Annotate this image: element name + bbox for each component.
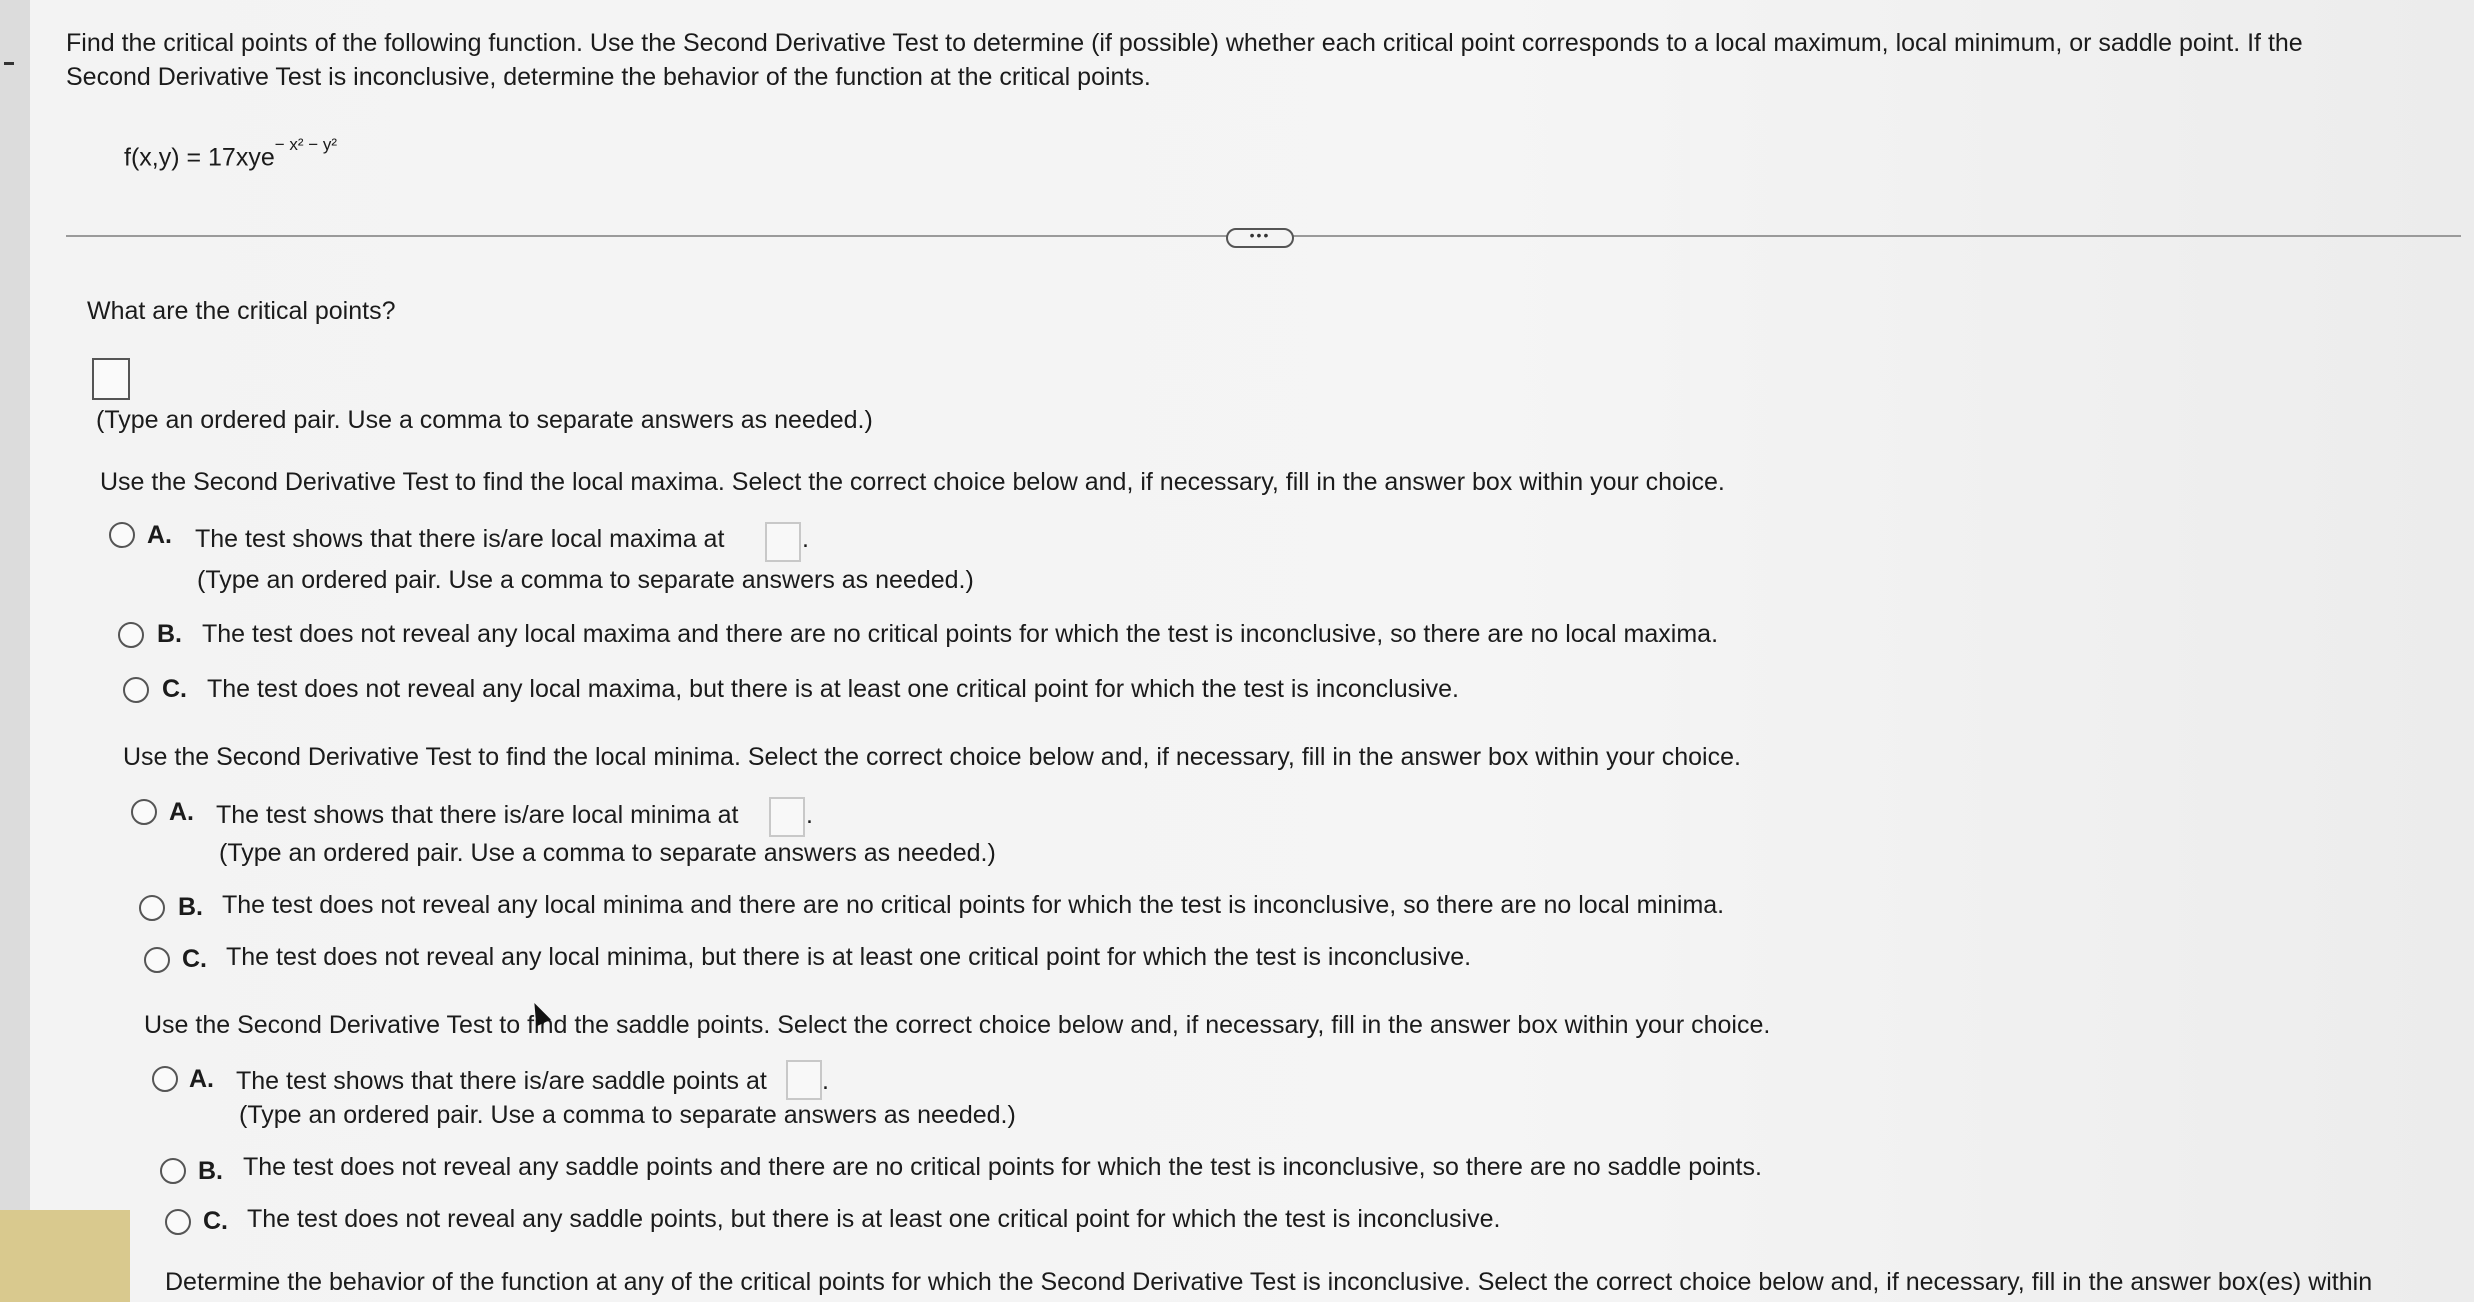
saddle-prompt: Use the Second Derivative Test to find the saddle points. Select the correct choice below and, if necessary, fill in the answer box within your choice. xyxy=(144,1011,1771,1039)
maxima-option-c-letter: C. xyxy=(162,675,187,703)
maxima-option-b-text: The test does not reveal any local maxima and there are no critical points for which the test is inconclusive, so there are no local maxima. xyxy=(202,620,1719,648)
maxima-option-a-radio[interactable] xyxy=(109,522,135,548)
minima-option-a-radio[interactable] xyxy=(131,799,157,825)
minima-option-b-radio[interactable] xyxy=(139,895,165,921)
saddle-option-c-letter: C. xyxy=(203,1207,228,1235)
minima-answer-box[interactable] xyxy=(769,797,805,837)
expand-more-button[interactable]: ••• xyxy=(1226,228,1294,248)
collapse-handle[interactable] xyxy=(4,62,14,65)
minima-option-c-letter: C. xyxy=(182,945,207,973)
instruction-line-2: Second Derivative Test is inconclusive, determine the behavior of the function at the critical points. xyxy=(66,63,1151,91)
saddle-option-a-text: The test shows that there is/are saddle points at xyxy=(236,1067,767,1095)
maxima-option-c-text: The test does not reveal any local maxima, but there is at least one critical point for which the test is inconclusive. xyxy=(207,675,1460,703)
saddle-option-c-text: The test does not reveal any saddle points, but there is at least one critical point for which the test is inconclusive. xyxy=(247,1205,1501,1233)
saddle-option-b-letter: B. xyxy=(198,1157,223,1185)
saddle-option-a-radio[interactable] xyxy=(152,1066,178,1092)
maxima-option-a-letter: A. xyxy=(147,521,172,549)
behavior-prompt: Determine the behavior of the function at any of the critical points for which the Second Derivative Test is inconclusive. Select the correct choice below and, if necessary, fill in the answer box(es) within xyxy=(165,1268,2373,1296)
saddle-option-a-letter: A. xyxy=(189,1065,214,1093)
function-expression xyxy=(124,136,337,172)
minima-option-c-radio[interactable] xyxy=(144,947,170,973)
minima-option-a-hint: (Type an ordered pair. Use a comma to separate answers as needed.) xyxy=(219,839,996,867)
saddle-option-b-text: The test does not reveal any saddle points and there are no critical points for which the test is inconclusive, so there are no saddle points. xyxy=(243,1153,1762,1181)
minima-a-period: . xyxy=(806,801,813,829)
critical-points-answer-box[interactable] xyxy=(92,358,130,400)
maxima-option-c-radio[interactable] xyxy=(123,677,149,703)
minima-option-a-letter: A. xyxy=(169,798,194,826)
left-bottom-panel xyxy=(0,1210,130,1302)
saddle-option-b-radio[interactable] xyxy=(160,1158,186,1184)
minima-option-a-text: The test shows that there is/are local minima at xyxy=(216,801,739,829)
minima-option-c-text: The test does not reveal any local minima, but there is at least one critical point for which the test is inconclusive. xyxy=(226,943,1472,971)
saddle-a-period: . xyxy=(822,1067,829,1095)
left-margin xyxy=(0,0,30,1302)
maxima-a-period: . xyxy=(802,525,809,553)
maxima-answer-box[interactable] xyxy=(765,522,801,562)
instruction-line-1: Find the critical points of the following function. Use the Second Derivative Test to determine (if possible) whether each critical point corresponds to a local maximum, local minimum, or saddle point. If the xyxy=(66,29,2303,57)
minima-option-b-text: The test does not reveal any local minima and there are no critical points for which the test is inconclusive, so there are no local minima. xyxy=(222,891,1725,919)
critical-points-prompt: What are the critical points? xyxy=(87,297,396,325)
maxima-option-a-text: The test shows that there is/are local maxima at xyxy=(195,525,725,553)
saddle-option-c-radio[interactable] xyxy=(165,1209,191,1235)
saddle-answer-box[interactable] xyxy=(786,1060,822,1100)
minima-prompt: Use the Second Derivative Test to find the local minima. Select the correct choice below and, if necessary, fill in the answer box within your choice. xyxy=(123,743,1741,771)
maxima-option-b-letter: B. xyxy=(157,620,182,648)
maxima-option-a-hint: (Type an ordered pair. Use a comma to separate answers as needed.) xyxy=(197,566,974,594)
maxima-option-b-radio[interactable] xyxy=(118,622,144,648)
saddle-option-a-hint: (Type an ordered pair. Use a comma to separate answers as needed.) xyxy=(239,1101,1016,1129)
critical-points-hint: (Type an ordered pair. Use a comma to separate answers as needed.) xyxy=(96,406,873,434)
function-base: f(x,y) = 17xye xyxy=(124,143,275,172)
minima-option-b-letter: B. xyxy=(178,893,203,921)
function-exponent: − x² − y² xyxy=(274,135,338,154)
maxima-prompt: Use the Second Derivative Test to find the local maxima. Select the correct choice below and, if necessary, fill in the answer box within your choice. xyxy=(100,468,1725,496)
